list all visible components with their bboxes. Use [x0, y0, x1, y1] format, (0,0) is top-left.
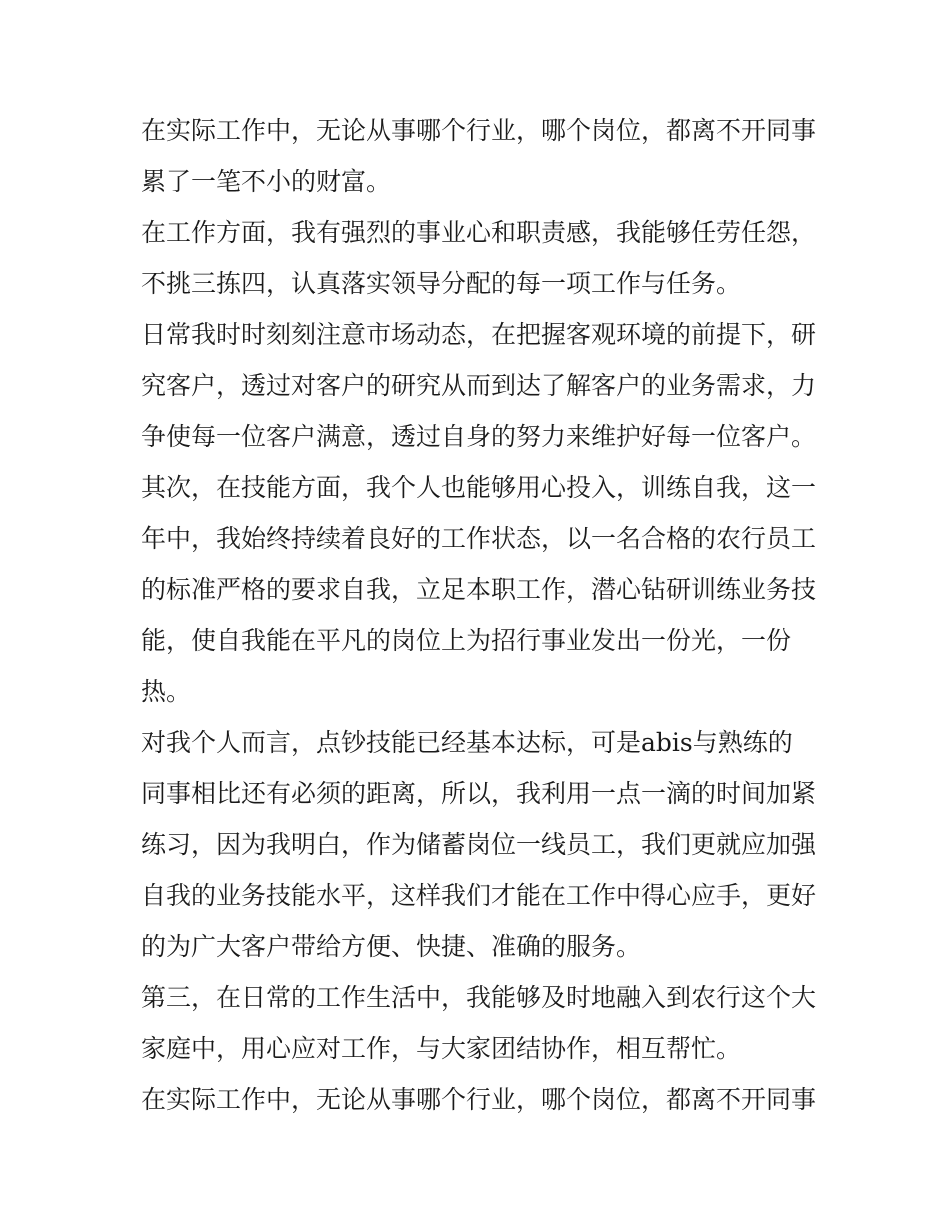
text-line: 争使每一位客户满意，透过自身的努力来维护好每一位客户。 — [141, 422, 817, 451]
text-line: 的标准严格的要求自我，立足本职工作，潜心钻研训练业务技 — [141, 575, 817, 604]
text-line: 同事相比还有必须的距离，所以，我利用一点一滴的时间加紧 — [141, 779, 817, 808]
text-line: 其次，在技能方面，我个人也能够用心投入，训练自我，这一 — [141, 473, 817, 502]
text-line: 累了一笔不小的财富。 — [141, 167, 392, 196]
text-line: 的为广大客户带给方便、快捷、准确的服务。 — [141, 932, 642, 961]
text-line: 第三，在日常的工作生活中，我能够及时地融入到农行这个大 — [141, 983, 817, 1012]
text-line: 练习，因为我明白，作为储蓄岗位一线员工，我们更就应加强 — [141, 830, 817, 859]
text-line: 在工作方面，我有强烈的事业心和职责感，我能够任劳任怨， — [141, 218, 817, 247]
text-line: 能，使自我能在平凡的岗位上为招行事业发出一份光，一份 — [141, 626, 792, 655]
text-line: 年中，我始终持续着良好的工作状态，以一名合格的农行员工 — [141, 524, 817, 553]
document-body — [141, 105, 831, 1125]
text-line: 对我个人而言，点钞技能已经基本达标，可是abis与熟练的 — [141, 728, 793, 757]
text-line: 家庭中，用心应对工作，与大家团结协作，相互帮忙。 — [141, 1034, 742, 1063]
text-line: 自我的业务技能水平，这样我们才能在工作中得心应手，更好 — [141, 881, 817, 910]
text-line: 在实际工作中，无论从事哪个行业，哪个岗位，都离不开同事 — [141, 116, 817, 145]
text-line: 究客户，透过对客户的研究从而到达了解客户的业务需求，力 — [141, 371, 817, 400]
text-line: 热。 — [141, 677, 192, 706]
text-line: 在实际工作中，无论从事哪个行业，哪个岗位，都离不开同事 — [141, 1085, 817, 1114]
text-line: 日常我时时刻刻注意市场动态，在把握客观环境的前提下，研 — [141, 320, 817, 349]
text-line: 不挑三拣四，认真落实领导分配的每一项工作与任务。 — [141, 269, 742, 298]
